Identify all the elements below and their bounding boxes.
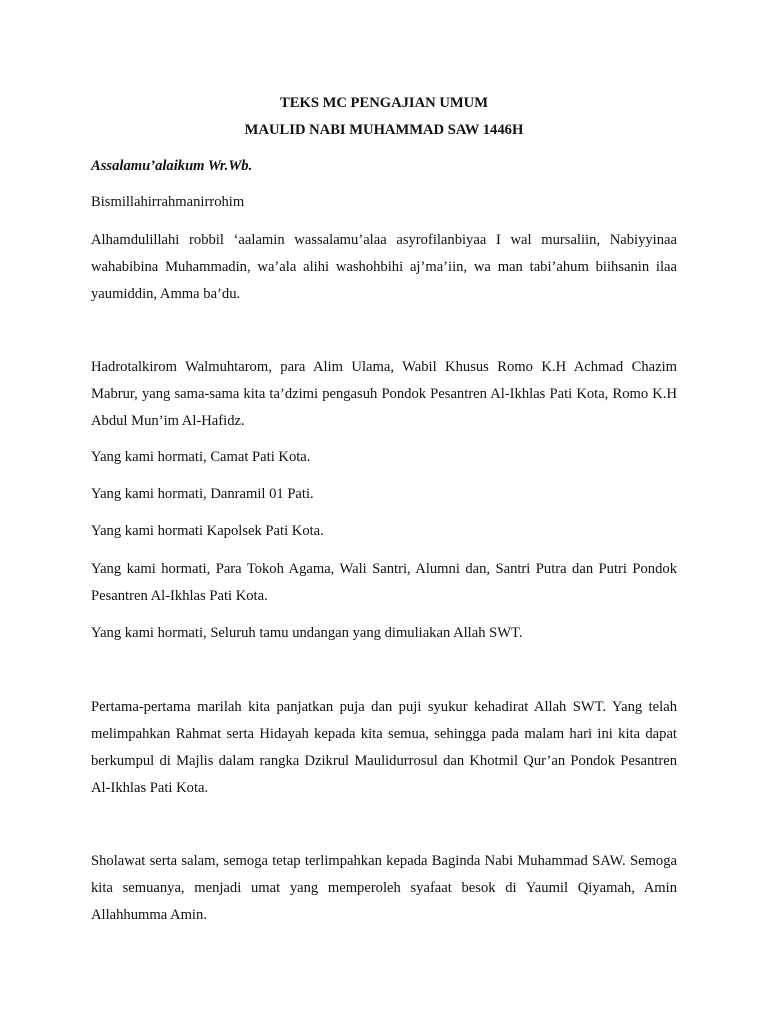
basmalah-text: Bismillahirrahmanirrohim bbox=[91, 194, 245, 210]
document-title-line-2: MAULID NABI MUHAMMAD SAW 1446H bbox=[244, 122, 524, 138]
document-title-line-1: TEKS MC PENGAJIAN UMUM bbox=[280, 95, 488, 111]
paragraph-hormat-tokoh: Yang kami hormati, Para Tokoh Agama, Wali Santri, Alumni dan, Santri Putra dan Putri Pondok Pesantren Al-Ikhlas Pati Kota. bbox=[91, 561, 677, 604]
paragraph-hadrotal: Hadrotalkirom Walmuhtarom, para Alim Ulama, Wabil Khusus Romo K.H Achmad Chazim Mabrur, yang sama-sama kita ta’dzimi pengasuh Pondok Pesantren Al-Ikhlas Pati Kota, Romo K.H Abdul Mun’im Al-Hafidz. bbox=[91, 359, 677, 429]
paragraph-hamdalah: Alhamdulillahi robbil ‘aalamin wassalamu’alaa asyrofilanbiyaa I wal mursaliin, Nabiyyinaa wahabibina Muhammadin, wa’ala alihi washohbihi aj’ma’iin, wa man tabi’ahum biihsanin ilaa yaumiddin, Amma ba’du. bbox=[91, 232, 677, 302]
greeting-text: Assalamu’alaikum Wr.Wb. bbox=[91, 158, 253, 174]
paragraph-hormat-tamu: Yang kami hormati, Seluruh tamu undangan yang dimuliakan Allah SWT. bbox=[91, 625, 523, 641]
paragraph-hormat-kapolsek: Yang kami hormati Kapolsek Pati Kota. bbox=[91, 523, 324, 539]
paragraph-sholawat: Sholawat serta salam, semoga tetap terlimpahkan kepada Baginda Nabi Muhammad SAW. Semoga kita semuanya, menjadi umat yang memperoleh syafaat besok di Yaumil Qiyamah, Amin Allahhumma Amin. bbox=[91, 853, 677, 923]
paragraph-hormat-camat: Yang kami hormati, Camat Pati Kota. bbox=[91, 449, 311, 465]
paragraph-hormat-danramil: Yang kami hormati, Danramil 01 Pati. bbox=[91, 486, 314, 502]
paragraph-syukur: Pertama-pertama marilah kita panjatkan puja dan puji syukur kehadirat Allah SWT. Yang telah melimpahkan Rahmat serta Hidayah kepada kita semua, sehingga pada malam hari ini kita dapat berkumpul di Majlis dalam rangka Dzikrul Maulidurrosul dan Khotmil Qur’an Pondok Pesantren Al-Ikhlas Pati Kota. bbox=[91, 699, 677, 796]
